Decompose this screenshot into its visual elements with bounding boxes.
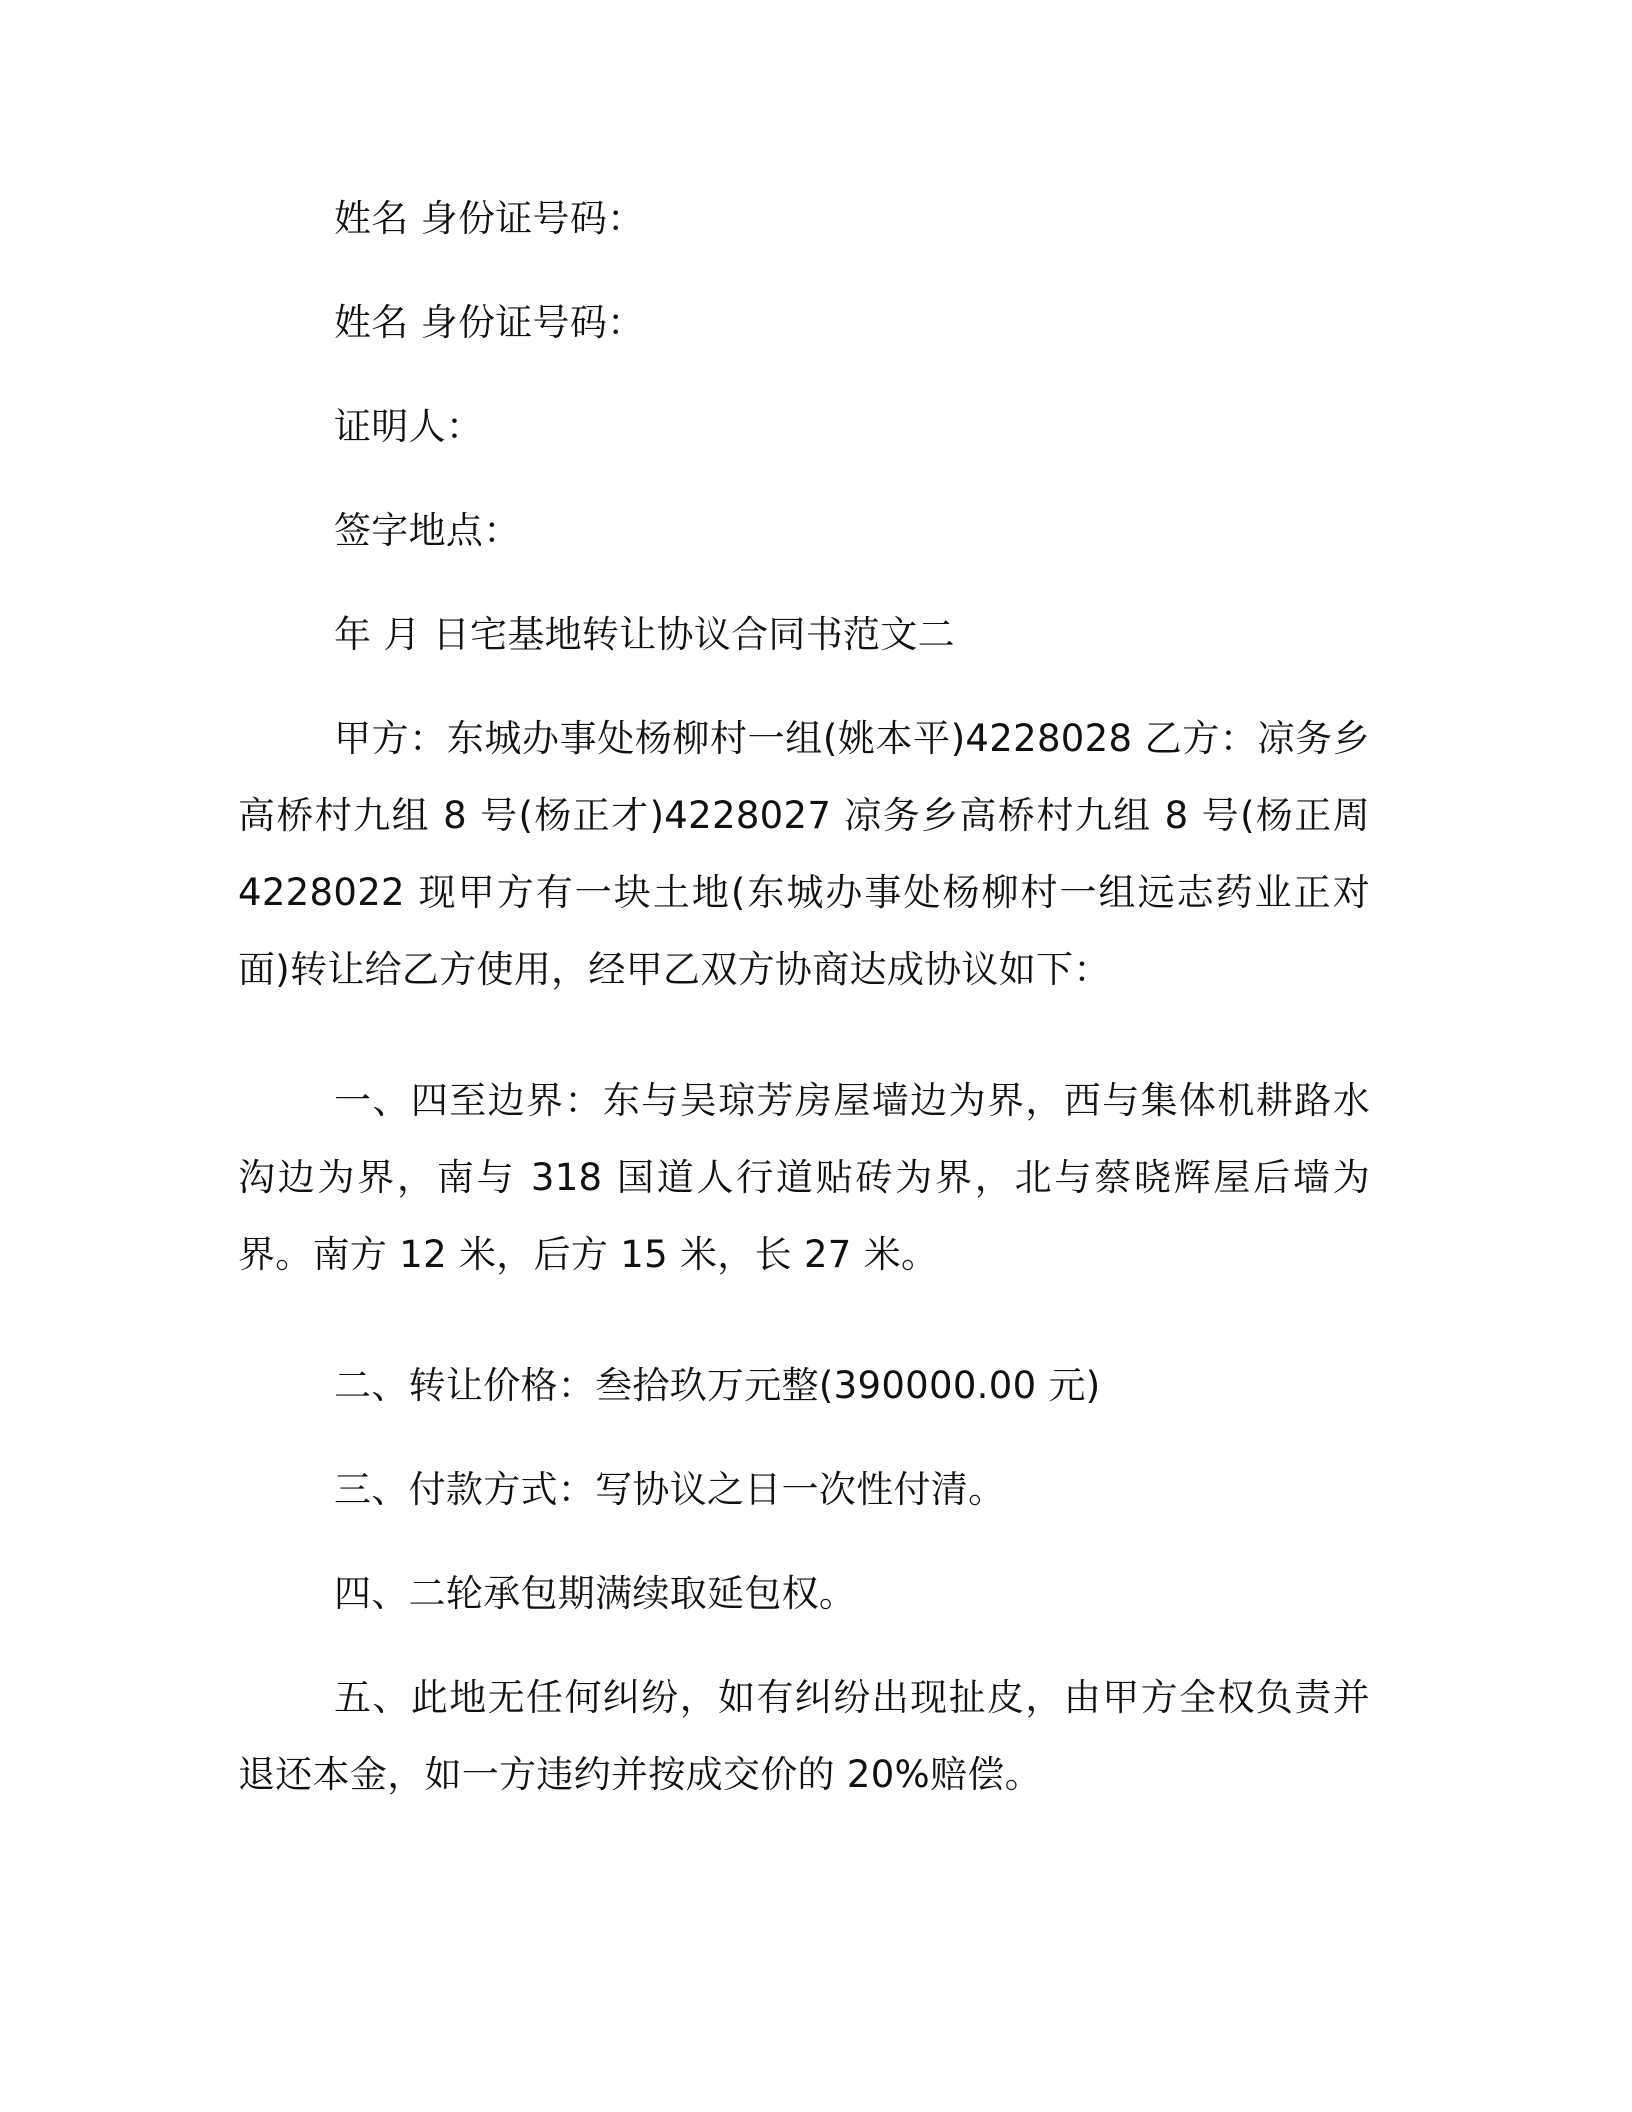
clause-boundaries: 一、四至边界：东与吴琼芳房屋墙边为界，西与集体机耕路水沟边为界，南与 318 国道人行道贴砖为界，北与蔡晓辉屋后墙为界。南方 12 米，后方 15 米，长 27 米。 [238,1079,1370,1276]
date-title-line: 年 月 日宅基地转让协议合同书范文二 [334,613,955,656]
clause-price: 二、转让价格：叁拾玖万元整(390000.00 元) [334,1364,1101,1407]
parties-paragraph: 甲方：东城办事处杨柳村一组(姚本平)4228028 乙方：凉务乡高桥村九组 8 号(杨正才)4228027 凉务乡高桥村九组 8 号(杨正周 4228022 现甲方有一块土地(东城办事处杨柳村一组远志药业正对面)转让给乙方使用，经甲乙双方协商达成协议如下： [238,717,1370,991]
clause-disputes: 五、此地无任何纠纷，如有纠纷出现扯皮，由甲方全权负责并退还本金，如一方违约并按成交价的 20%赔偿。 [238,1676,1370,1796]
signing-place-line: 签字地点： [334,509,521,552]
name-id-line-1: 姓名 身份证号码： [334,197,645,240]
witness-line: 证明人： [334,405,484,448]
clause-payment: 三、付款方式：写协议之日一次性付清。 [334,1468,1006,1511]
name-id-line-2: 姓名 身份证号码： [334,301,645,344]
clause-contract-extension: 四、二轮承包期满续取延包权。 [334,1572,857,1615]
document-body [238,180,1370,1867]
